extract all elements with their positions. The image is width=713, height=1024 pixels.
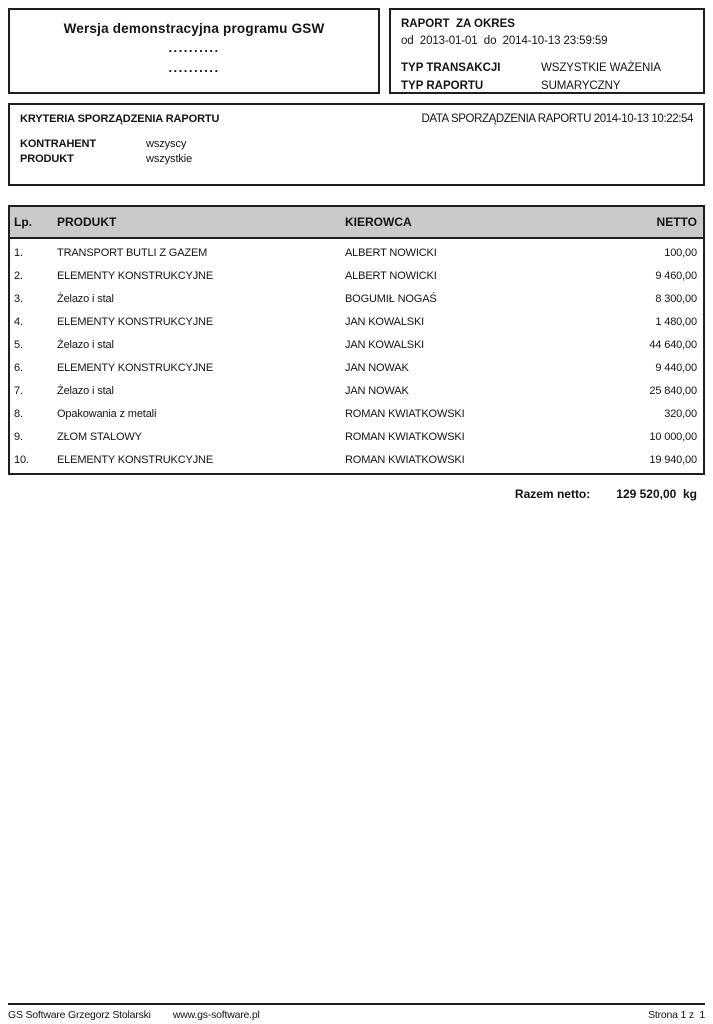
cell-netto: 9 460,00	[655, 269, 697, 282]
cell-kierowca: ROMAN KWIATKOWSKI	[345, 430, 465, 443]
product-value: wszystkie	[146, 153, 193, 165]
cell-produkt: ELEMENTY KONSTRUKCYJNE	[57, 269, 214, 282]
cell-lp: 4.	[14, 315, 23, 328]
total-net-label: Razem netto:	[514, 487, 591, 501]
table-row	[10, 287, 703, 310]
demo-version-box	[8, 8, 380, 94]
table-row	[10, 356, 703, 379]
cell-kierowca: BOGUMIŁ NOGAŚ	[345, 292, 437, 305]
cell-kierowca: ALBERT NOWICKI	[345, 246, 437, 259]
cell-produkt: ZŁOM STALOWY	[57, 430, 142, 443]
cell-kierowca: ROMAN KWIATKOWSKI	[345, 407, 465, 420]
cell-produkt: ELEMENTY KONSTRUKCYJNE	[57, 453, 214, 466]
cell-kierowca: JAN KOWALSKI	[345, 338, 425, 351]
cell-produkt: ELEMENTY KONSTRUKCYJNE	[57, 361, 214, 374]
cell-kierowca: JAN NOWAK	[345, 384, 409, 397]
footer-left	[8, 1009, 260, 1021]
cell-lp: 9.	[14, 430, 23, 443]
cell-kierowca: JAN KOWALSKI	[345, 315, 425, 328]
cell-netto: 25 840,00	[649, 384, 697, 397]
total-net-value: 129 520,00 kg	[616, 487, 697, 501]
contractor-label: KONTRAHENT	[20, 138, 96, 150]
cell-produkt: Żelazo i stal	[57, 338, 114, 351]
cell-lp: 6.	[14, 361, 23, 374]
cell-netto: 100,00	[664, 246, 697, 259]
cell-produkt: Żelazo i stal	[57, 384, 114, 397]
summary-total	[515, 487, 697, 501]
report-type-value: SUMARYCZNY	[541, 80, 621, 92]
cell-netto: 320,00	[664, 407, 697, 420]
website-link[interactable]: www.gs-software.pl	[172, 1009, 260, 1021]
cell-lp: 7.	[14, 384, 23, 397]
table-row	[10, 379, 703, 402]
cell-netto: 1 480,00	[655, 315, 697, 328]
cell-kierowca: ROMAN KWIATKOWSKI	[345, 453, 465, 466]
cell-lp: 8.	[14, 407, 23, 420]
header-kierowca: KIEROWCA	[345, 215, 412, 229]
transaction-type-value: WSZYSTKIE WAŻENIA	[541, 62, 661, 74]
contractor-value: wszyscy	[146, 138, 187, 150]
table-row	[10, 310, 703, 333]
report-period-box	[389, 8, 705, 94]
table-row	[10, 402, 703, 425]
report-period-range: od 2013-01-01 do 2014-10-13 23:59:59	[401, 35, 608, 47]
criteria-box	[8, 103, 705, 186]
table-row	[10, 448, 703, 471]
table-body	[10, 239, 703, 473]
report-generation-date: DATA SPORZĄDZENIA RAPORTU 2014-10-13 10:22:54	[421, 113, 693, 125]
cell-produkt: ELEMENTY KONSTRUKCYJNE	[57, 315, 214, 328]
header-lp: Lp.	[14, 215, 32, 229]
cell-netto: 8 300,00	[655, 292, 697, 305]
page-number: Strona 1 z 1	[648, 1009, 705, 1021]
cell-netto: 19 940,00	[649, 453, 697, 466]
criteria-title: KRYTERIA SPORZĄDZENIA RAPORTU	[20, 113, 220, 125]
demo-version-title: Wersja demonstracyjna programu GSW	[63, 21, 325, 36]
cell-lp: 5.	[14, 338, 23, 351]
product-label: PRODUKT	[20, 153, 74, 165]
cell-lp: 3.	[14, 292, 23, 305]
cell-produkt: Opakowania z metali	[57, 407, 157, 420]
table-row	[10, 425, 703, 448]
cell-netto: 9 440,00	[655, 361, 697, 374]
header-produkt: PRODUKT	[57, 215, 117, 229]
report-period-title: RAPORT ZA OKRES	[401, 18, 515, 30]
transaction-type-label: TYP TRANSAKCJI	[401, 62, 501, 74]
report-type-field	[401, 80, 693, 92]
cell-netto: 10 000,00	[649, 430, 697, 443]
transaction-type-field	[401, 62, 693, 74]
table-header-row	[10, 207, 703, 239]
cell-lp: 2.	[14, 269, 23, 282]
table-row	[10, 241, 703, 264]
weighings-table	[8, 205, 705, 475]
cell-kierowca: ALBERT NOWICKI	[345, 269, 437, 282]
table-row	[10, 333, 703, 356]
header-netto: NETTO	[656, 215, 697, 229]
cell-lp: 10.	[14, 453, 29, 466]
page-footer	[8, 1003, 705, 1021]
table-row	[10, 264, 703, 287]
contractor-field	[20, 138, 693, 150]
cell-kierowca: JAN NOWAK	[345, 361, 409, 374]
demo-dots-line-2: ..........	[168, 60, 220, 75]
company-name: GS Software Grzegorz Stolarski	[8, 1009, 151, 1021]
report-type-label: TYP RAPORTU	[401, 80, 484, 92]
demo-dots-line-1: ..........	[168, 40, 220, 55]
cell-lp: 1.	[14, 246, 23, 259]
product-field	[20, 153, 693, 165]
cell-produkt: TRANSPORT BUTLI Z GAZEM	[57, 246, 208, 259]
cell-netto: 44 640,00	[649, 338, 697, 351]
cell-produkt: Żelazo i stal	[57, 292, 114, 305]
criteria-top-row	[20, 113, 693, 125]
